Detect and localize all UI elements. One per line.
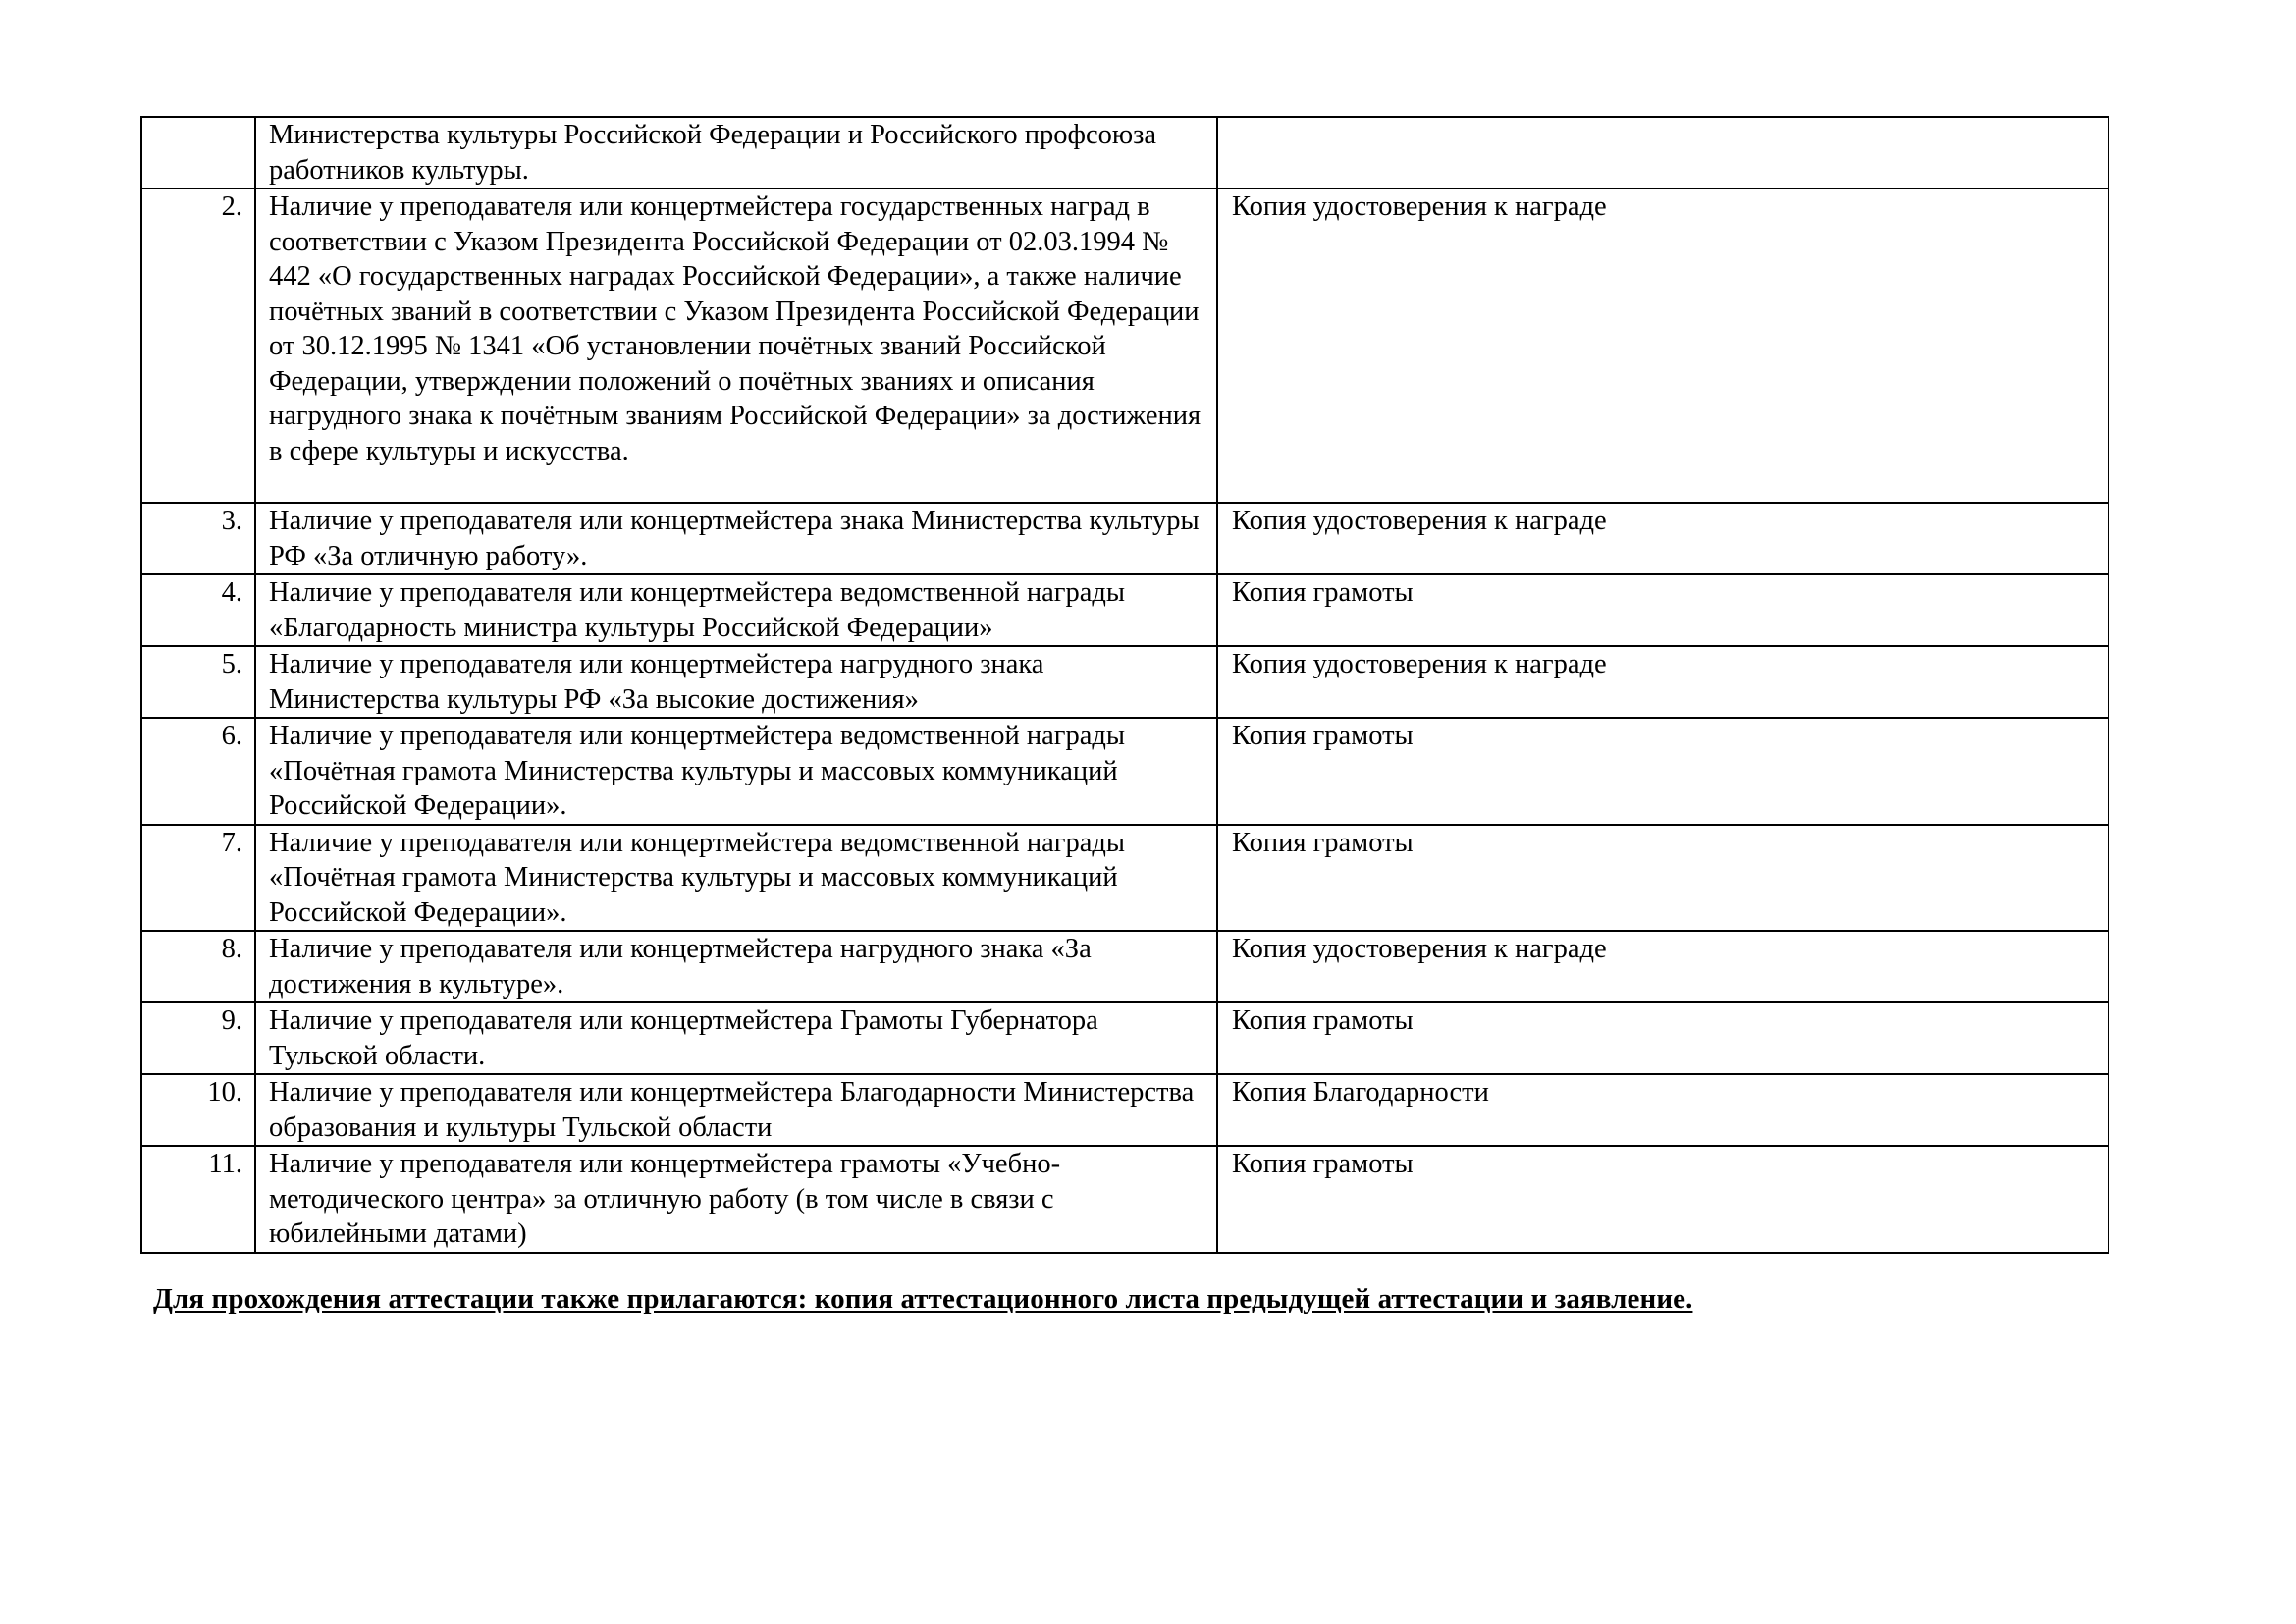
row-number: 8. [141,931,255,1002]
row-number: 6. [141,718,255,825]
table-row [141,718,2109,825]
row-description: Наличие у преподавателя или концертмейстера Благодарности Министерства образования и культуры Тульской области [255,1074,1217,1146]
attachments-note: Для прохождения аттестации также прилагаются: копия аттестационного листа предыдущей аттестации и заявление. [153,1283,1693,1315]
row-number: 11. [141,1146,255,1253]
criteria-table [140,116,2109,1254]
table-row [141,189,2109,503]
row-number: 7. [141,825,255,932]
row-number: 10. [141,1074,255,1146]
table-row [141,1074,2109,1146]
row-document: Копия грамоты [1217,1002,2109,1074]
row-number: 3. [141,503,255,574]
row-document: Копия удостоверения к награде [1217,503,2109,574]
criteria-table-body [141,117,2109,1253]
row-description: Наличие у преподавателя или концертмейстера ведомственной награды «Почётная грамота Министерства культуры и массовых коммуникаций Российской Федерации». [255,825,1217,932]
row-description: Наличие у преподавателя или концертмейстера нагрудного знака «За достижения в культуре». [255,931,1217,1002]
row-description: Министерства культуры Российской Федерации и Российского профсоюза работников культуры. [255,117,1217,189]
row-description: Наличие у преподавателя или концертмейстера знака Министерства культуры РФ «За отличную работу». [255,503,1217,574]
table-row [141,117,2109,189]
row-document: Копия удостоверения к награде [1217,931,2109,1002]
row-number: 2. [141,189,255,503]
row-description: Наличие у преподавателя или концертмейстера Грамоты Губернатора Тульской области. [255,1002,1217,1074]
table-row [141,503,2109,574]
table-row [141,646,2109,718]
row-document [1217,117,2109,189]
table-row [141,825,2109,932]
row-number [141,117,255,189]
row-document: Копия Благодарности [1217,1074,2109,1146]
table-row [141,574,2109,646]
row-document: Копия грамоты [1217,825,2109,932]
row-description: Наличие у преподавателя или концертмейстера грамоты «Учебно-методического центра» за отличную работу (в том числе в связи с юбилейными датами) [255,1146,1217,1253]
row-number: 9. [141,1002,255,1074]
row-document: Копия удостоверения к награде [1217,189,2109,503]
row-document: Копия грамоты [1217,574,2109,646]
table-row [141,1146,2109,1253]
row-description: Наличие у преподавателя или концертмейстера государственных наград в соответствии с Указом Президента Российской Федерации от 02.03.1994 № 442 «О государственных наградах Российской Федерации», а также наличие почётных званий в соответствии с Указом Президента Российской Федерации от 30.12.1995 № 1341 «Об установлении почётных званий Российской Федерации, утверждении положений о почётных званиях и описания нагрудного знака к почётным званиям Российской Федерации» за достижения в сфере культуры и искусства. [255,189,1217,503]
row-description: Наличие у преподавателя или концертмейстера ведомственной награды «Благодарность министра культуры Российской Федерации» [255,574,1217,646]
row-document: Копия удостоверения к награде [1217,646,2109,718]
row-number: 4. [141,574,255,646]
table-row [141,931,2109,1002]
row-number: 5. [141,646,255,718]
row-document: Копия грамоты [1217,1146,2109,1253]
row-description: Наличие у преподавателя или концертмейстера нагрудного знака Министерства культуры РФ «За высокие достижения» [255,646,1217,718]
row-description: Наличие у преподавателя или концертмейстера ведомственной награды «Почётная грамота Министерства культуры и массовых коммуникаций Российской Федерации». [255,718,1217,825]
row-document: Копия грамоты [1217,718,2109,825]
table-row [141,1002,2109,1074]
